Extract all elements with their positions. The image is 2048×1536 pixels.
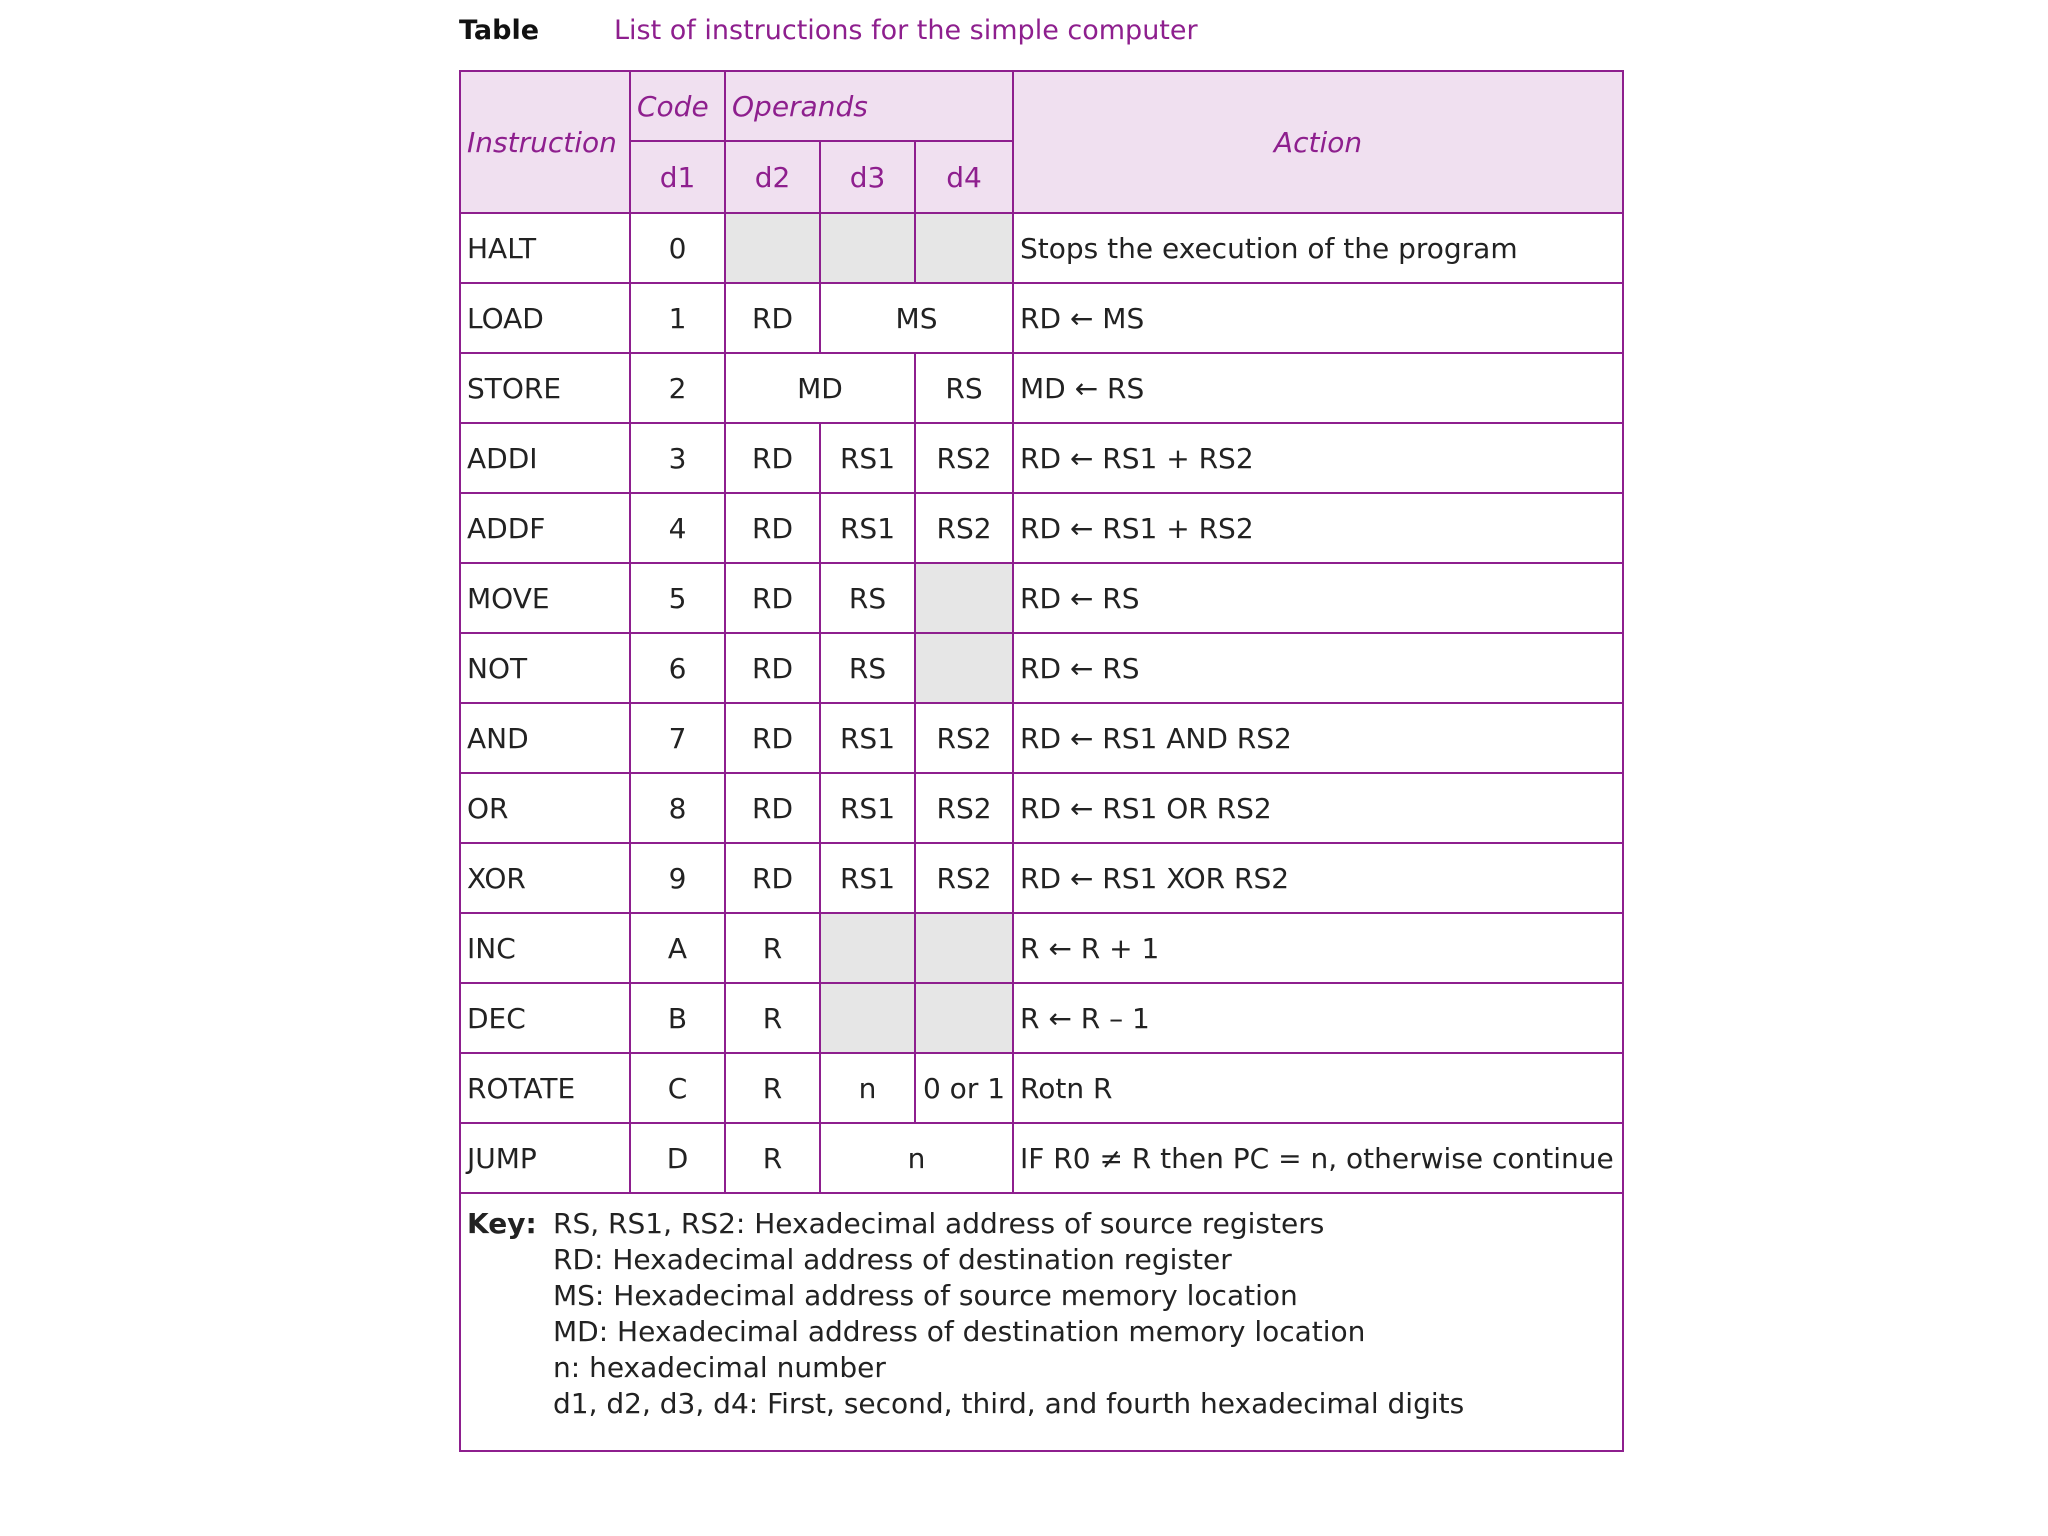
operand-d3-d4: n [820,1123,1013,1193]
instruction-code: D [630,1123,725,1193]
operand-d2: RD [725,423,820,493]
empty-operand [820,913,915,983]
operand-d3: RS1 [820,423,915,493]
operand-d3: RS1 [820,703,915,773]
header-operands: Operands [725,71,1013,141]
instruction-code: 9 [630,843,725,913]
instruction-action: R ← R – 1 [1013,983,1623,1053]
table-row-rotate [460,1053,1623,1123]
operand-d2: RD [725,493,820,563]
operand-d2: R [725,1053,820,1123]
instruction-code: C [630,1053,725,1123]
header-action: Action [1013,71,1623,213]
operand-d3-d4: MS [820,283,1013,353]
instruction-action: RD ← RS [1013,563,1623,633]
instruction-name: LOAD [460,283,630,353]
instruction-action: RD ← RS1 AND RS2 [1013,703,1623,773]
operand-d2: RD [725,773,820,843]
caption-label: Table [459,14,540,46]
instruction-action: R ← R + 1 [1013,913,1623,983]
instruction-action: Rotn R [1013,1053,1623,1123]
operand-d2: R [725,913,820,983]
operand-d3: RS1 [820,843,915,913]
operand-d2: RD [725,843,820,913]
header-d2: d2 [725,141,820,213]
key-row [460,1193,1623,1451]
empty-operand [915,983,1013,1053]
instruction-code: 2 [630,353,725,423]
instruction-code: 1 [630,283,725,353]
header-d4: d4 [915,141,1013,213]
table-row-or [460,773,1623,843]
instruction-name: ADDI [460,423,630,493]
instruction-name: DEC [460,983,630,1053]
table-row-dec [460,983,1623,1053]
operand-d3: RS1 [820,773,915,843]
key-line: d1, d2, d3, d4: First, second, third, and fourth hexadecimal digits [553,1387,1465,1420]
key-label: Key: [467,1207,537,1240]
operand-d3: RS1 [820,493,915,563]
header-d3: d3 [820,141,915,213]
operand-d4: RS2 [915,773,1013,843]
instruction-name: HALT [460,213,630,283]
operand-d4: RS2 [915,493,1013,563]
empty-operand [915,913,1013,983]
table-row-not [460,633,1623,703]
table-row-halt [460,213,1623,283]
table-row-store [460,353,1623,423]
caption-title: List of instructions for the simple computer [614,14,1198,46]
operand-d3: RS [820,633,915,703]
instruction-name: JUMP [460,1123,630,1193]
key-line: RD: Hexadecimal address of destination register [553,1243,1232,1276]
instruction-action: RD ← RS1 + RS2 [1013,423,1623,493]
key-lines [553,1206,1464,1422]
instruction-name: XOR [460,843,630,913]
operand-d3: RS [820,563,915,633]
instruction-code: 4 [630,493,725,563]
empty-operand [915,213,1013,283]
table-row-and [460,703,1623,773]
key-cell [460,1193,1623,1451]
instruction-code: 8 [630,773,725,843]
instruction-name: ROTATE [460,1053,630,1123]
instruction-action: RD ← RS1 + RS2 [1013,493,1623,563]
instruction-action: IF R0 ≠ R then PC = n, otherwise continue [1013,1123,1623,1193]
table-row-addi [460,423,1623,493]
instruction-name: STORE [460,353,630,423]
instruction-action: RD ← RS1 OR RS2 [1013,773,1623,843]
empty-operand [725,213,820,283]
key-line: n: hexadecimal number [553,1351,886,1384]
table-row-load [460,283,1623,353]
instruction-action: RD ← RS [1013,633,1623,703]
instruction-name: INC [460,913,630,983]
operand-d2: RD [725,283,820,353]
instruction-code: 7 [630,703,725,773]
key-line: MD: Hexadecimal address of destination memory location [553,1315,1366,1348]
table-row-addf [460,493,1623,563]
header-d1: d1 [630,141,725,213]
empty-operand [915,633,1013,703]
operand-d4: RS2 [915,423,1013,493]
empty-operand [915,563,1013,633]
operand-d3: n [820,1053,915,1123]
table-row-xor [460,843,1623,913]
operand-d4: 0 or 1 [915,1053,1013,1123]
operand-d2: RD [725,703,820,773]
table-caption [459,8,1198,52]
operand-d2: RD [725,633,820,703]
operand-d4: RS2 [915,703,1013,773]
instruction-action: RD ← MS [1013,283,1623,353]
key-line: MS: Hexadecimal address of source memory location [553,1279,1298,1312]
table-row-move [460,563,1623,633]
instruction-name: NOT [460,633,630,703]
instruction-code: 6 [630,633,725,703]
instruction-code: 5 [630,563,725,633]
instruction-action: RD ← RS1 XOR RS2 [1013,843,1623,913]
operand-d2-d3: MD [725,353,915,423]
instruction-code: A [630,913,725,983]
operand-d2: R [725,983,820,1053]
table-row-jump [460,1123,1623,1193]
instruction-name: ADDF [460,493,630,563]
instruction-code: 3 [630,423,725,493]
empty-operand [820,213,915,283]
instruction-action: Stops the execution of the program [1013,213,1623,283]
header-code: Code [630,71,725,141]
instruction-name: AND [460,703,630,773]
instruction-code: B [630,983,725,1053]
operand-d2: RD [725,563,820,633]
operand-d2: R [725,1123,820,1193]
empty-operand [820,983,915,1053]
instruction-table [459,70,1624,1452]
operand-d4: RS2 [915,843,1013,913]
header-instruction: Instruction [460,71,630,213]
table-row-inc [460,913,1623,983]
instruction-name: MOVE [460,563,630,633]
instruction-code: 0 [630,213,725,283]
instruction-name: OR [460,773,630,843]
operand-d4: RS [915,353,1013,423]
instruction-action: MD ← RS [1013,353,1623,423]
key-line: RS, RS1, RS2: Hexadecimal address of source registers [553,1207,1325,1240]
